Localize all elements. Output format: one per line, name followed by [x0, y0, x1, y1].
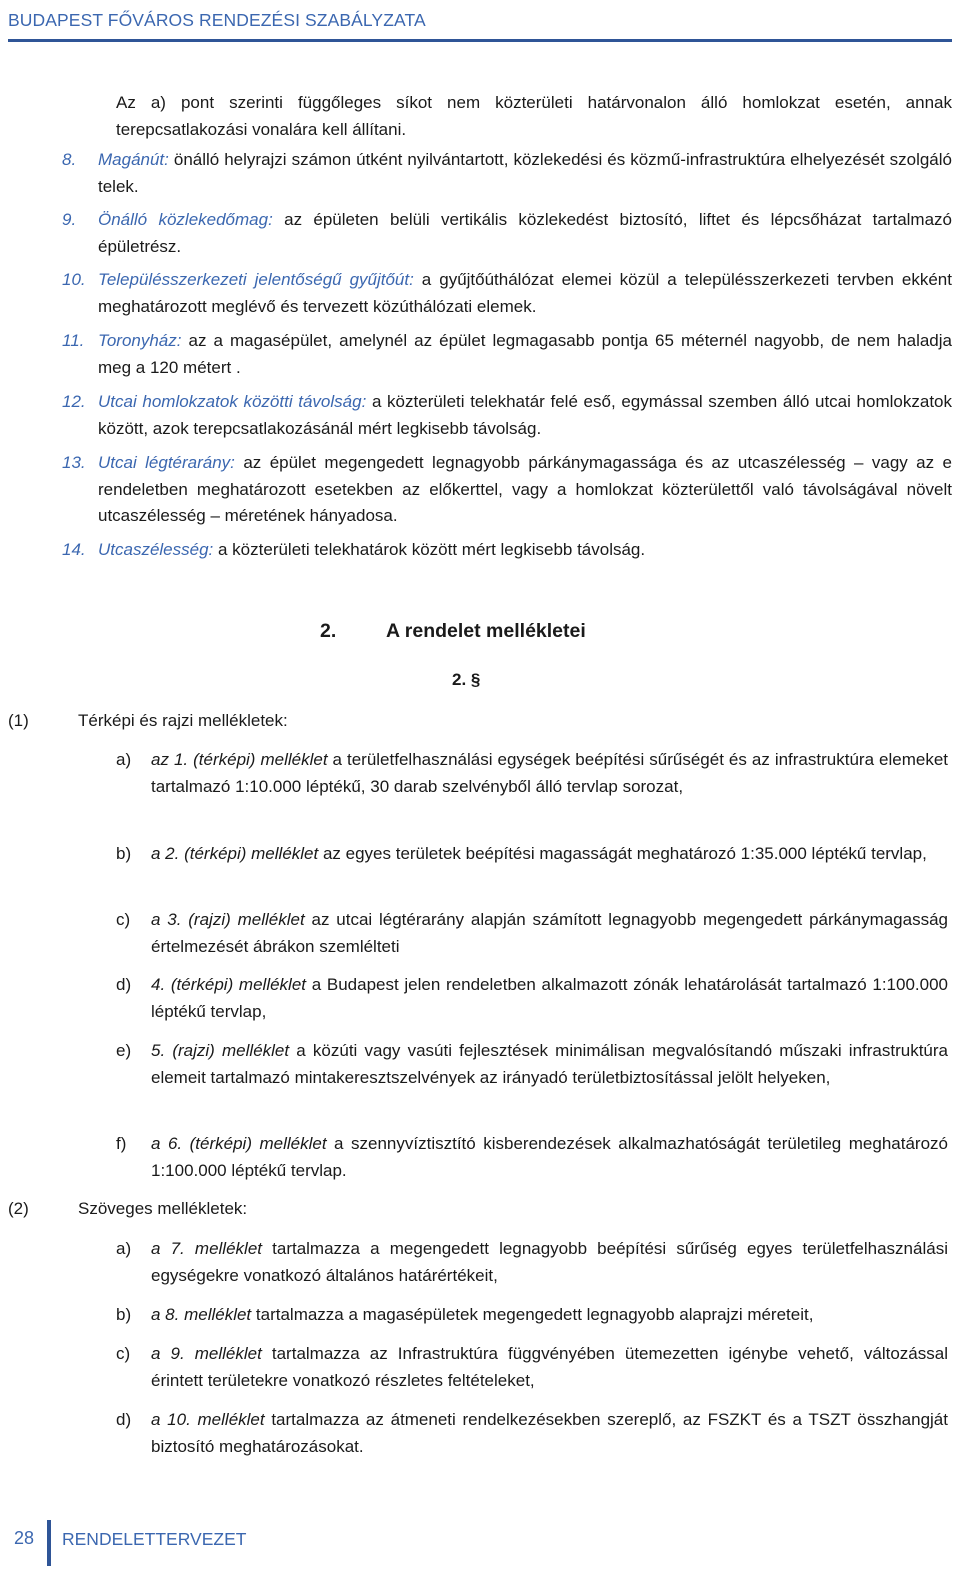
definition-term: Magánút: [98, 150, 169, 169]
annex-item [116, 1235, 948, 1289]
definition-item [62, 450, 952, 530]
footer-title: RENDELETTERVEZET [62, 1529, 247, 1549]
definition-item [62, 267, 952, 320]
definition-text: az épület megengedett legnagyobb párkánymagassága és az utcaszélesség – vagy az e rendeletben meghatározott esetekben az előkerttel, vagy a homlokzat közterülettől való távolságával növelt utcaszélesség – méretének hányadosa. [98, 453, 953, 525]
annex-letter: a) [116, 750, 132, 769]
definition-item [62, 147, 952, 200]
annex-letter: a) [116, 1239, 132, 1258]
footer-divider [47, 1520, 51, 1566]
annex-reference: a 3. (rajzi) melléklet [151, 910, 305, 929]
definition-term: Településszerkezeti jelentőségű gyűjtőút: [98, 270, 414, 289]
annex-item [116, 1037, 948, 1091]
page-footer [0, 1520, 960, 1570]
annex-item [116, 1301, 948, 1328]
annex-item [116, 1406, 948, 1460]
page-number: 28 [14, 1528, 35, 1548]
definition-term: Utcai homlokzatok közötti távolság: [98, 392, 367, 411]
definition-number: 14. [62, 540, 86, 559]
section-title: A rendelet mellékletei [386, 620, 586, 642]
annex-item [116, 906, 948, 960]
definition-number: 8. [62, 150, 77, 169]
annex-letter: e) [116, 1041, 132, 1060]
annex-item [116, 971, 948, 1025]
annex-reference: a 2. (térképi) melléklet [151, 844, 319, 863]
definition-text: önálló helyrajzi számon útként nyilvántartott, közlekedési és közmű-infrastruktúra elhelyezését szolgáló telek. [98, 150, 952, 196]
annex-letter: b) [116, 844, 132, 863]
annex-reference: a 6. (térképi) melléklet [151, 1134, 327, 1153]
definition-item [62, 389, 952, 442]
annex-text: a szennyvíztisztító kisberendezések alkalmazhatóságát területileg meghatározó 1:100.000 léptékű tervlap. [151, 1134, 948, 1180]
section-number: 2. [320, 620, 337, 642]
definition-term: Önálló közlekedőmag: [98, 210, 273, 229]
annex-item [116, 1130, 948, 1184]
group-label: Térképi és rajzi mellékletek: [78, 711, 288, 730]
page-header [8, 4, 952, 42]
annex-item [116, 1340, 948, 1394]
definition-term: Toronyház: [98, 331, 182, 350]
definition-text: az a magasépület, amelynél az épület legmagasabb pontja 65 méternél nagyobb, de nem haladja meg a 120 métert . [98, 331, 952, 377]
intro-paragraph: Az a) pont szerinti függőleges síkot nem közterületi határvonalon álló homlokzat esetén, annak terepcsatlakozási vonalára kell állítani. [116, 93, 952, 139]
annex-letter: b) [116, 1305, 132, 1324]
annex-reference: a 8. melléklet [151, 1305, 252, 1324]
definition-text: a gyűjtőúthálózat elemei közül a településszerkezeti tervben ekként meghatározott meglévő és tervezett közúthálózati elemek. [98, 270, 952, 316]
definition-number: 10. [62, 270, 86, 289]
annex-reference: 5. (rajzi) melléklet [151, 1041, 290, 1060]
annex-letter: c) [116, 1344, 131, 1363]
annex-text: a Budapest jelen rendeletben alkalmazott zónák lehatárolását tartalmazó 1:100.000 léptékű tervlap, [151, 975, 948, 1021]
definition-term: Utcai légtérarány: [98, 453, 235, 472]
group-number: (2) [8, 1199, 29, 1218]
annex-reference: a 7. melléklet [151, 1239, 262, 1258]
annex-text: tartalmazza a megengedett legnagyobb beépítési sűrűség egyes területfelhasználási egységekre vonatkozó általános határértékeit, [151, 1239, 948, 1285]
definition-item [62, 328, 952, 381]
annex-letter: c) [116, 910, 131, 929]
annex-reference: a 9. melléklet [151, 1344, 262, 1363]
annex-text: tartalmazza az Infrastruktúra függvényében ütemezetten igénybe vehető, változással érintett területekre vonatkozó részletes feltételeket, [151, 1344, 948, 1390]
definition-text: a közterületi telekhatárok között mért legkisebb távolság. [213, 540, 646, 559]
annex-reference: 4. (térképi) melléklet [151, 975, 307, 994]
definition-number: 9. [62, 210, 77, 229]
annex-text: az utcai légtérarány alapján számított legnagyobb megengedett párkánymagasság értelmezését ábrákon szemlélteti [151, 910, 949, 956]
annex-text: tartalmazza a magasépületek megengedett legnagyobb alaprajzi méreteit, [251, 1305, 814, 1324]
annex-text: az egyes területek beépítési magasságát meghatározó 1:35.000 léptékű tervlap, [318, 844, 927, 863]
definition-number: 13. [62, 453, 86, 472]
annex-item [116, 746, 948, 800]
paragraph-mark: 2. § [452, 670, 481, 689]
definition-item [62, 537, 952, 564]
definition-text: a közterületi telekhatár felé eső, egymással szemben álló utcai homlokzatok között, azok terepcsatlakozásánál mért legkisebb távolság. [98, 392, 952, 438]
group-label: Szöveges mellékletek: [78, 1199, 248, 1218]
group-heading [8, 1196, 247, 1222]
annex-letter: d) [116, 1410, 132, 1429]
definition-number: 12. [62, 392, 86, 411]
annex-letter: d) [116, 975, 132, 994]
definition-text: az épületen belüli vertikális közlekedést biztosító, liftet és lépcsőházat tartalmazó épületrész. [98, 210, 952, 256]
definition-term: Utcaszélesség: [98, 540, 214, 559]
header-title: BUDAPEST FŐVÁROS RENDEZÉSI SZABÁLYZATA [8, 10, 426, 30]
section-heading [320, 620, 586, 643]
definition-number: 11. [62, 331, 85, 350]
group-number: (1) [8, 711, 29, 730]
group-heading [8, 708, 288, 734]
annex-text: tartalmazza az átmeneti rendelkezésekben szereplő, az FSZKT és a TSZT összhangját biztosító meghatározásokat. [151, 1410, 948, 1456]
annex-letter: f) [116, 1134, 127, 1153]
annex-text: a közúti vagy vasúti fejlesztések minimálisan megvalósítandó műszaki infrastruktúra elemeit tartalmazó mintakeresztszelvények az irányadó területbiztosítással jelölt helyeken, [151, 1041, 949, 1087]
annex-text: a területfelhasználási egységek beépítési sűrűségét és az infrastruktúra elemeket tartalmazó 1:10.000 léptékű, 30 darab szelvényből álló tervlap sorozat, [151, 750, 948, 796]
annex-reference: az 1. (térképi) melléklet [151, 750, 328, 769]
annex-item [116, 840, 948, 867]
definition-item [62, 207, 952, 260]
annex-reference: a 10. melléklet [151, 1410, 265, 1429]
